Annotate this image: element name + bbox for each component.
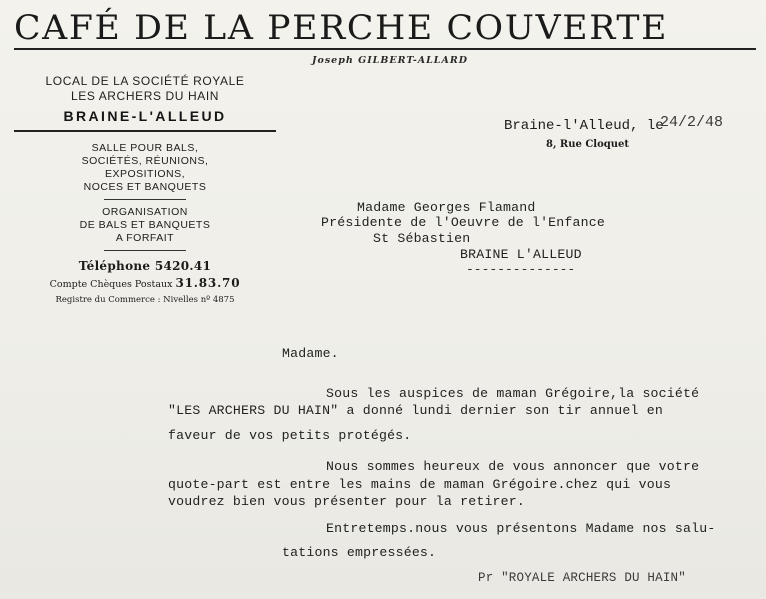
salutation: Madame. [282, 346, 339, 361]
services-line-1: SALLE POUR BALS, [91, 142, 199, 154]
title-rule [14, 48, 756, 50]
town-name: BRAINE-L'ALLEUD [63, 108, 227, 124]
signature-line: Pr "ROYALE ARCHERS DU HAIN" [478, 571, 686, 585]
recipient-rule: -------------- [466, 262, 576, 277]
recipient-line-2: Présidente de l'Oeuvre de l'Enfance [321, 215, 605, 230]
proprietor-name: Joseph GILBERT-ALLARD [312, 55, 468, 66]
body-p3-line-1: Entretemps.nous vous présentons Madame nos salu- [326, 521, 716, 536]
cheques-line [14, 276, 276, 290]
organisation-block [14, 206, 276, 245]
date-place: Braine-l'Alleud, le [504, 118, 664, 134]
body-p2-line-2: quote-part est entre les mains de maman Grégoire.chez qui vous [168, 477, 672, 492]
recipient-line-3: St Sébastien [373, 231, 471, 246]
services-block [14, 142, 276, 194]
society-line-1: LOCAL DE LA SOCIÉTÉ ROYALE [45, 74, 245, 88]
body-p1-line-1: Sous les auspices de maman Grégoire,la société [326, 386, 700, 401]
street-address: 8, Rue Cloquet [546, 139, 630, 150]
cheques-label: Compte Chèques Postaux [49, 279, 173, 290]
recipient-line-4: BRAINE L'ALLEUD [460, 247, 582, 262]
organisation-line-3: A FORFAIT [115, 232, 175, 244]
society-line-2: LES ARCHERS DU HAIN [70, 89, 220, 103]
organisation-line-2: DE BALS ET BANQUETS [79, 219, 211, 231]
body-p2-line-1: Nous sommes heureux de vous annoncer que votre [326, 459, 700, 474]
organisation-rule [104, 250, 186, 251]
services-rule [104, 199, 186, 200]
body-p1-line-2: "LES ARCHERS DU HAIN" a donné lundi dernier son tir annuel en [168, 403, 663, 418]
cheques-number: 31.83.70 [175, 276, 241, 290]
recipient-line-1: Madame Georges Flamand [357, 200, 536, 215]
services-line-2: SOCIÉTÉS, RÉUNIONS, [81, 155, 209, 167]
organisation-line-1: ORGANISATION [102, 206, 188, 218]
body-p2-line-3: voudrez bien vous présenter pour la retirer. [168, 494, 526, 509]
services-line-3: EXPOSITIONS, [104, 168, 186, 180]
services-line-4: NOCES ET BANQUETS [83, 181, 207, 193]
town-rule [14, 130, 276, 132]
phone-number: Téléphone 5420.41 [78, 259, 212, 273]
body-p1-line-3: faveur de vos petits protégés. [168, 428, 412, 443]
society-block [14, 74, 276, 104]
date-value: 24/2/48 [660, 114, 724, 131]
letterhead-title: CAFÉ DE LA PERCHE COUVERTE [14, 8, 669, 48]
body-p3-line-2: tations empressées. [282, 545, 437, 560]
registre-line: Registre du Commerce : Nivelles nº 4875 [55, 295, 235, 305]
